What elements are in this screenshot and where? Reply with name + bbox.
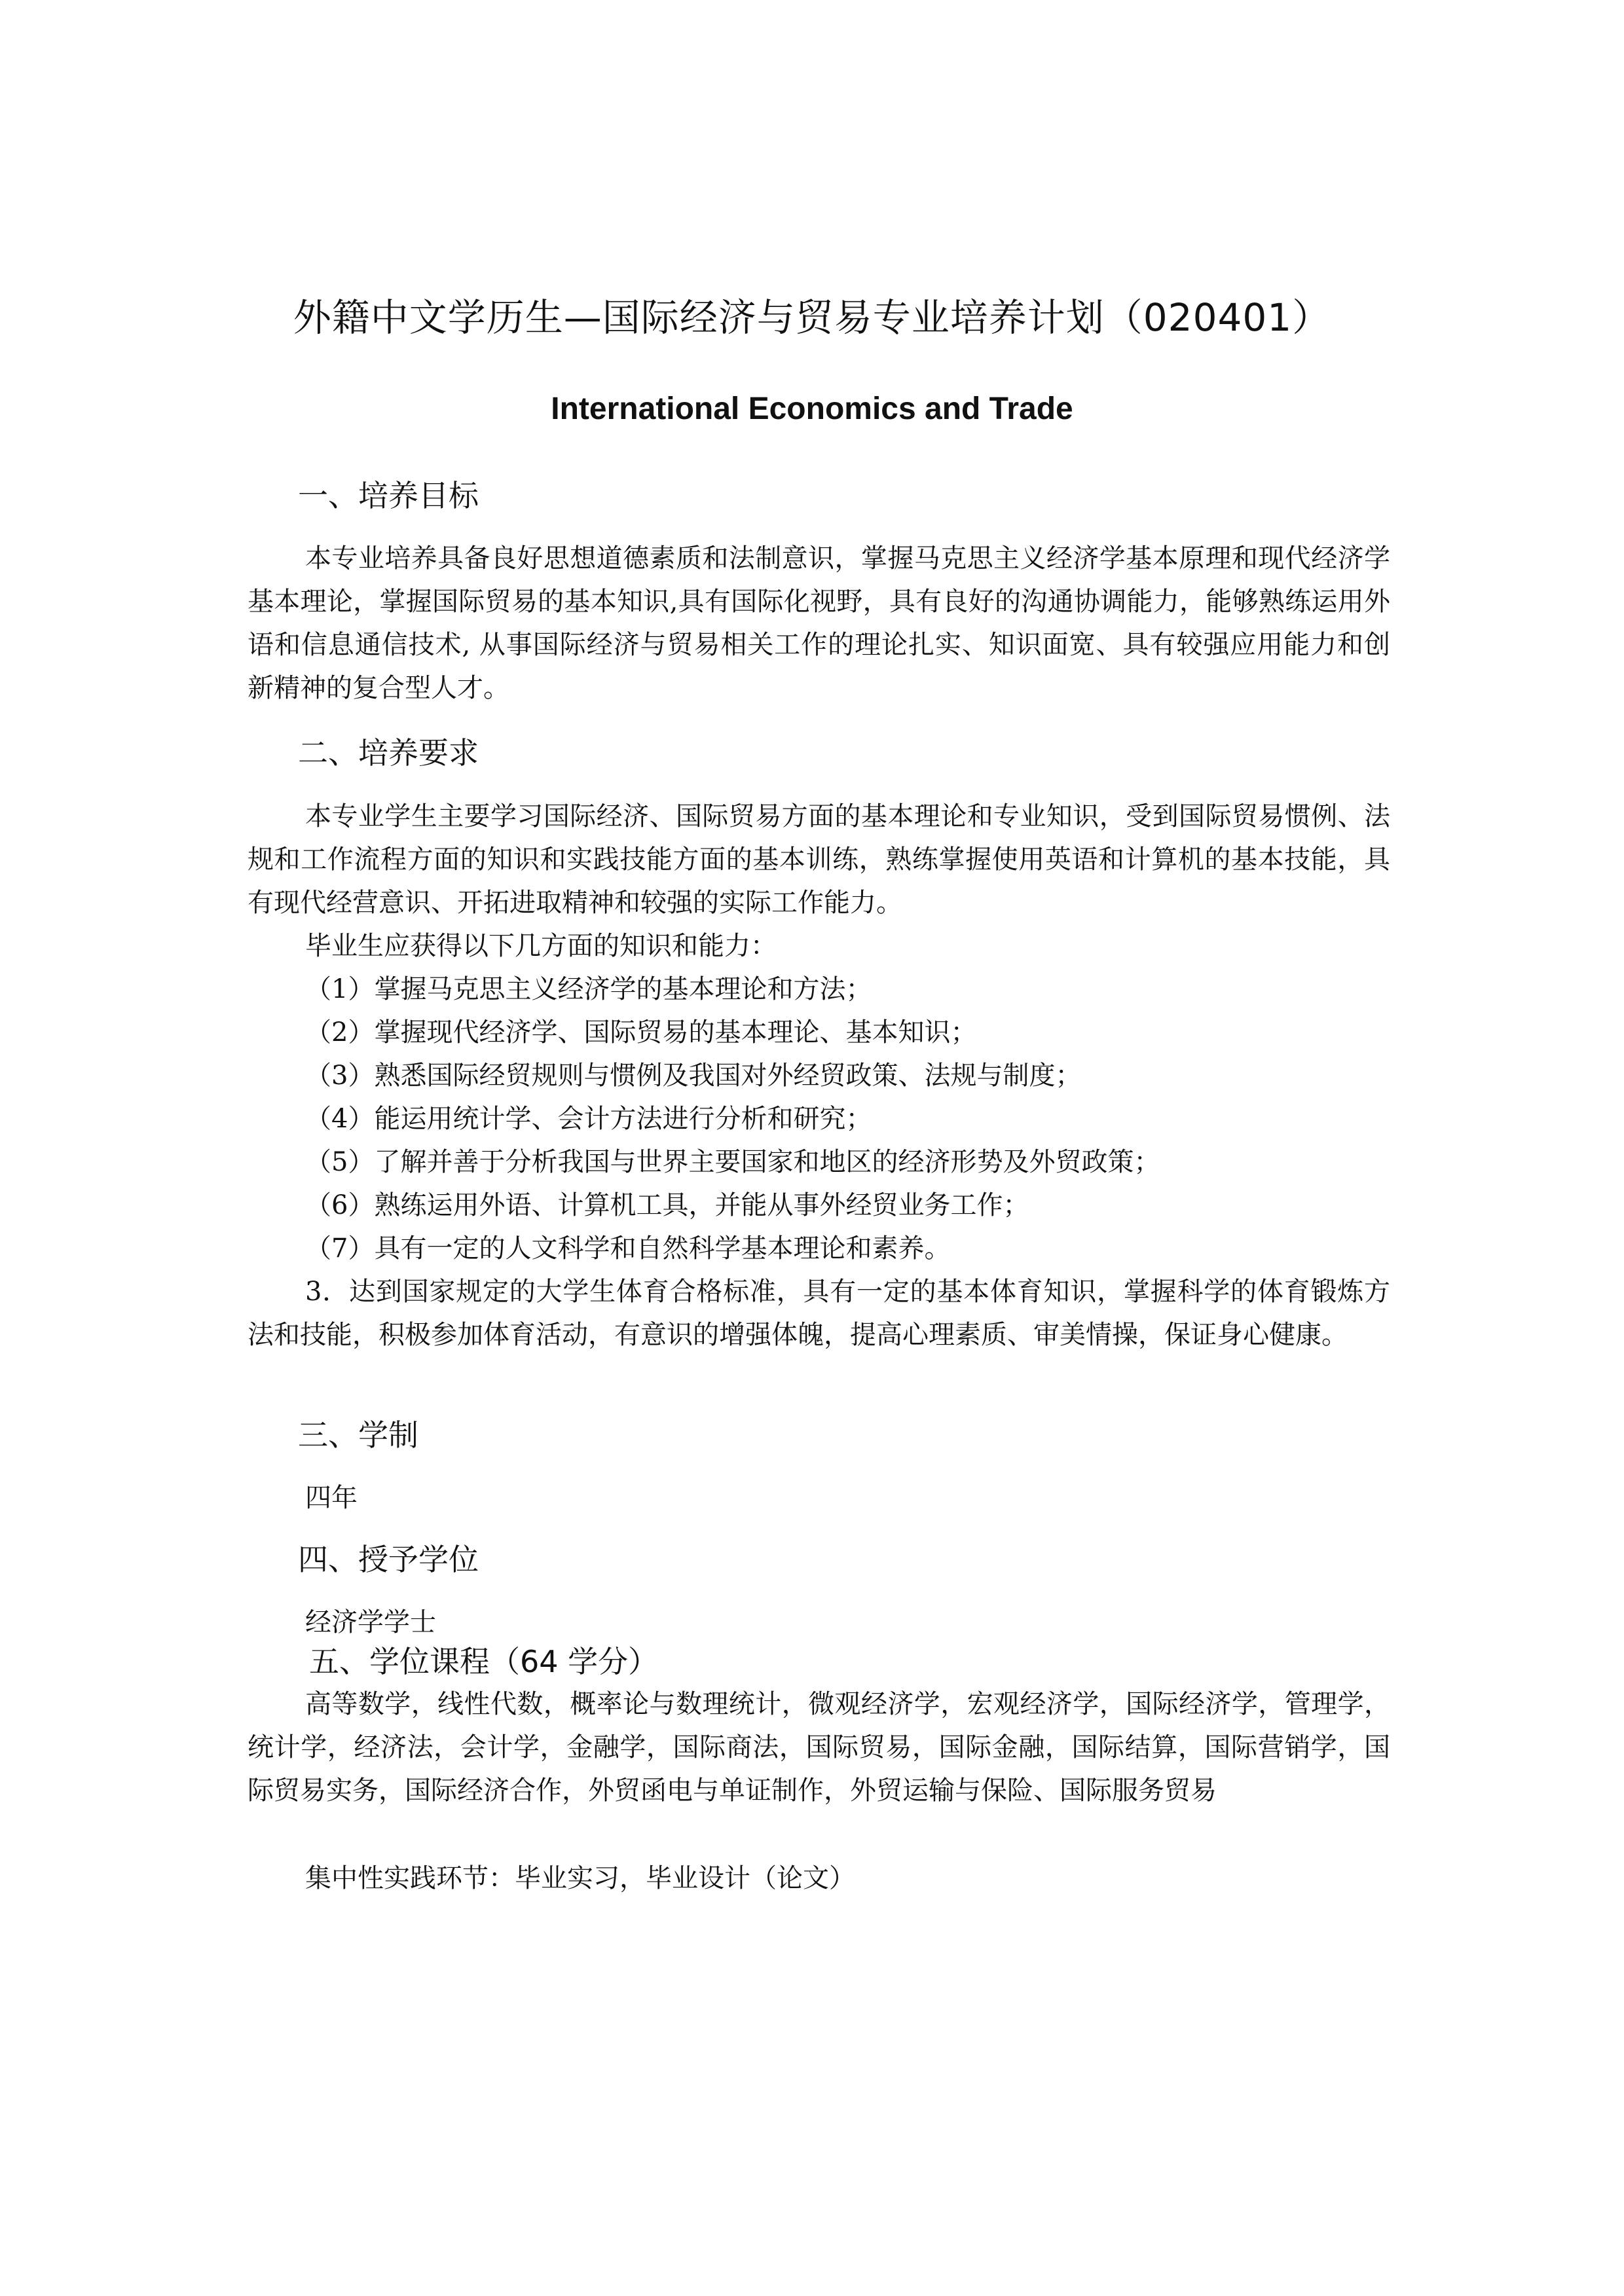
requirements-intro: 毕业生应获得以下几方面的知识和能力： <box>305 931 777 961</box>
courses-paragraph: 高等数学，线性代数，概率论与数理统计，微观经济学，宏观经济学，国际经济学，管理学，统计学，经济法，会计学，金融学，国际商法，国际贸易，国际金融，国际结算，国际营销学，国际贸易实务，国际经济合作，外贸函电与单证制作，外贸运输与保险、国际服务贸易 <box>248 1689 1390 1806</box>
section-heading-courses: 五、学位课程（64 学分） <box>309 1644 659 1679</box>
requirement-item-6: （6）熟练运用外语、计算机工具，并能从事外经贸业务工作； <box>305 1190 1029 1220</box>
section-heading-requirements: 二、培养要求 <box>298 735 479 771</box>
requirement-item-1: （1）掌握马克思主义经济学的基本理论和方法； <box>305 974 872 1004</box>
requirement-item-3: （3）熟悉国际经贸规则与惯例及我国对外经贸政策、法规与制度； <box>305 1061 1082 1091</box>
section-heading-objectives: 一、培养目标 <box>298 478 479 513</box>
document-title: 外籍中文学历生—国际经济与贸易专业培养计划（020401） <box>293 295 1331 340</box>
section-heading-duration: 三、学制 <box>298 1417 418 1453</box>
requirements-pe-paragraph: 3．达到国家规定的大学生体育合格标准，具有一定的基本体育知识，掌握科学的体育锻炼方法和技能，积极参加体育活动，有意识的增强体魄，提高心理素质、审美情操，保证身心健康。 <box>248 1277 1390 1350</box>
requirement-item-7: （7）具有一定的人文科学和自然科学基本理论和素养。 <box>305 1233 951 1264</box>
requirements-paragraph: 本专业学生主要学习国际经济、国际贸易方面的基本理论和专业知识，受到国际贸易惯例、法规和工作流程方面的知识和实践技能方面的基本训练，熟练掌握使用英语和计算机的基本技能，具有现代经营意识、开拓进取精神和较强的实际工作能力。 <box>248 801 1390 918</box>
document-subtitle: International Economics and Trade <box>551 392 1073 426</box>
requirement-item-2: （2）掌握现代经济学、国际贸易的基本理论、基本知识； <box>305 1017 977 1048</box>
section-heading-degree: 四、授予学位 <box>298 1542 479 1577</box>
requirement-item-5: （5）了解并善于分析我国与世界主要国家和地区的经济形势及外贸政策； <box>305 1147 1160 1177</box>
requirement-item-4: （4）能运用统计学、会计方法进行分析和研究； <box>305 1104 872 1134</box>
practice-paragraph: 集中性实践环节：毕业实习，毕业设计（论文） <box>305 1863 855 1893</box>
degree-value: 经济学学士 <box>305 1607 436 1637</box>
duration-value: 四年 <box>305 1483 358 1513</box>
objectives-paragraph: 本专业培养具备良好思想道德素质和法制意识，掌握马克思主义经济学基本原理和现代经济学基本理论，掌握国际贸易的基本知识,具有国际化视野，具有良好的沟通协调能力，能够熟练运用外语和信息通信技术, 从事国际经济与贸易相关工作的理论扎实、知识面宽、具有较强应用能力和创新精神的复合型人才。 <box>248 543 1390 703</box>
